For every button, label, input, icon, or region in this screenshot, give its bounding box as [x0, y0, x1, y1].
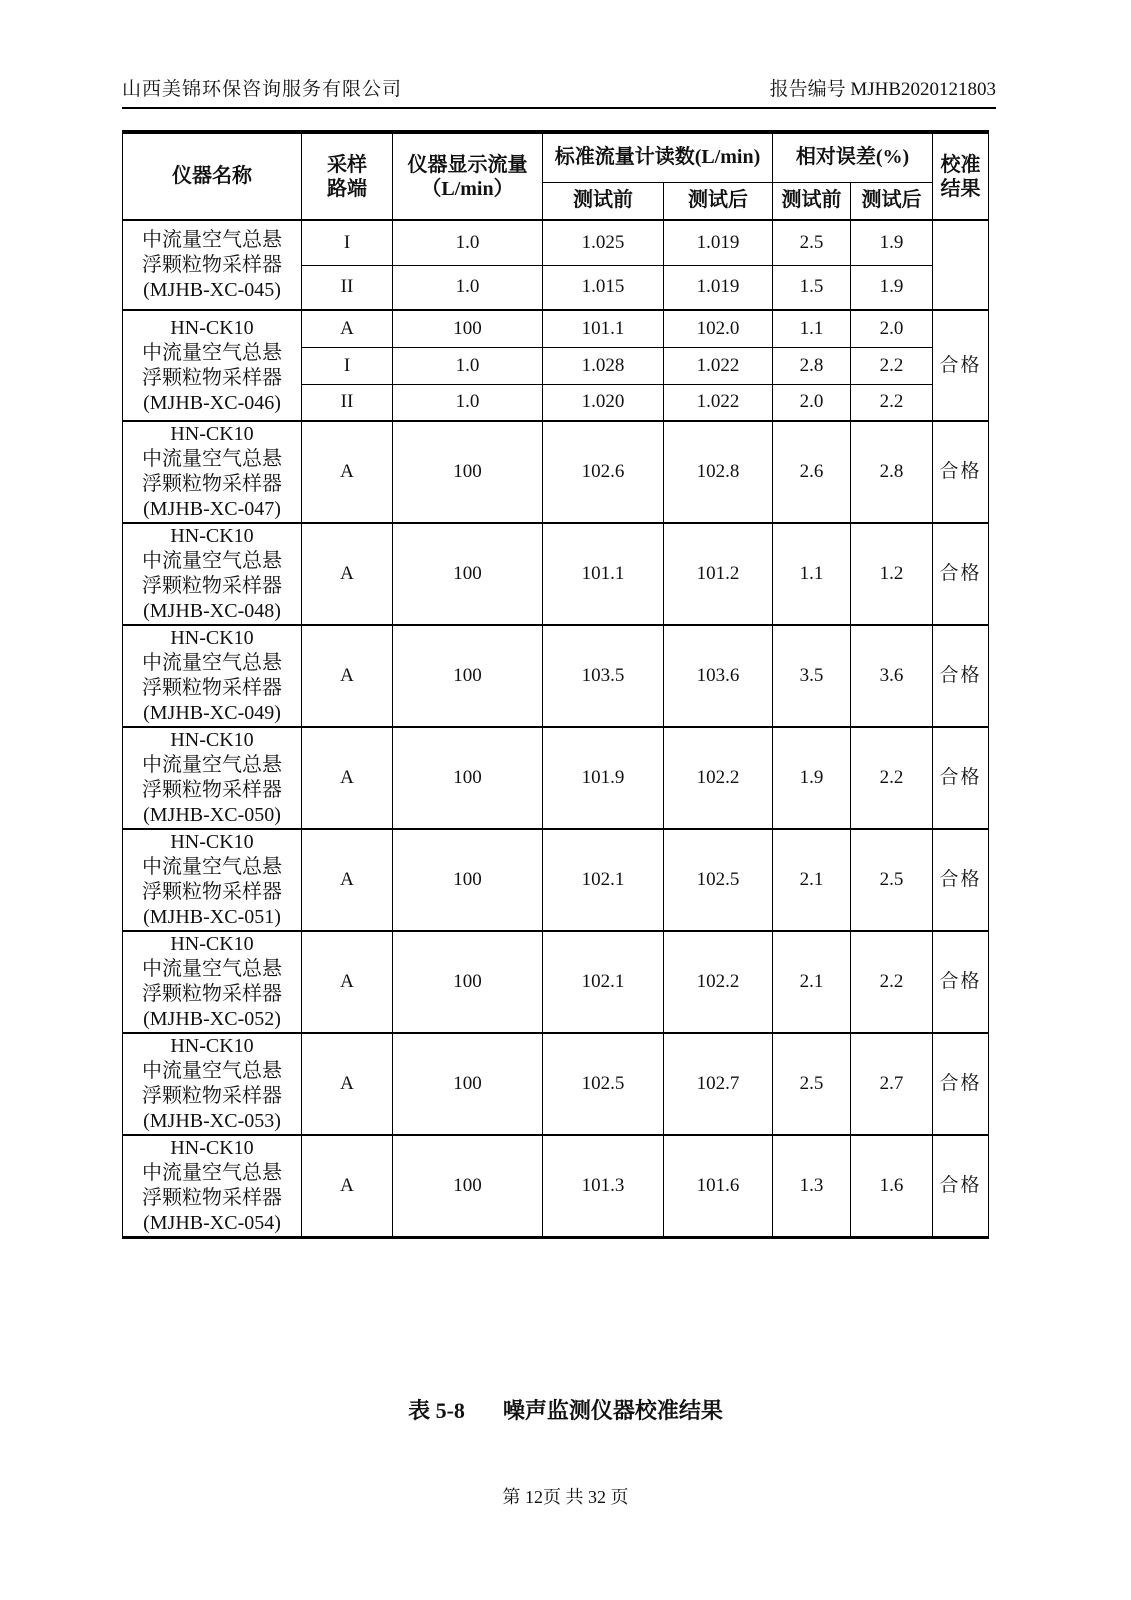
sampling-port-cell: A — [302, 523, 393, 625]
sampling-port-cell: A — [302, 421, 393, 523]
calibration-result-cell: 合格 — [933, 625, 989, 727]
instrument-name-line: (MJHB-XC-045) — [143, 278, 281, 301]
std-reading-after-cell: 1.019 — [664, 265, 773, 310]
display-flow-cell: 100 — [393, 1135, 543, 1238]
col-header-result — [933, 132, 989, 220]
company-name: 山西美锦环保咨询服务有限公司 — [122, 79, 403, 100]
header-line: 校准 — [940, 153, 981, 176]
display-flow-cell: 100 — [393, 310, 543, 347]
rel-error-before-cell: 1.5 — [773, 265, 851, 310]
std-reading-before-cell: 103.5 — [543, 625, 664, 727]
rel-error-before-cell: 1.3 — [773, 1135, 851, 1238]
table-row — [123, 421, 989, 523]
std-reading-after-cell: 102.7 — [664, 1033, 773, 1135]
rel-error-after-cell: 1.9 — [851, 265, 933, 310]
header-line: 路端 — [327, 177, 367, 200]
instrument-name-line: (MJHB-XC-046) — [143, 391, 281, 414]
instrument-name-line: 中流量空气总悬 — [142, 448, 282, 470]
std-reading-after-cell: 102.2 — [664, 727, 773, 829]
instrument-name-cell — [123, 1135, 302, 1238]
sampling-port-cell: II — [302, 384, 393, 421]
col-header-instrument-name: 仪器名称 — [123, 132, 302, 220]
sampling-port-cell: A — [302, 1135, 393, 1238]
instrument-name-line: (MJHB-XC-048) — [143, 600, 281, 622]
col-header-display-flow — [393, 132, 543, 220]
instrument-name-line: 浮颗粒物采样器 — [142, 1187, 282, 1209]
page-number: 第 12页 共 32 页 — [502, 1487, 629, 1507]
table-caption — [0, 1394, 1131, 1425]
std-reading-before-cell: 102.6 — [543, 421, 664, 523]
header-line: （L/min） — [421, 177, 514, 200]
rel-error-after-cell: 2.2 — [851, 347, 933, 384]
report-number: 报告编号 MJHB2020121803 — [769, 79, 996, 100]
sampling-port-cell: A — [302, 1033, 393, 1135]
table-row — [123, 727, 989, 829]
instrument-name-cell — [123, 421, 302, 523]
instrument-name-line: 浮颗粒物采样器 — [142, 366, 282, 389]
rel-error-before-cell: 2.1 — [773, 829, 851, 931]
calibration-result-cell: 合格 — [933, 421, 989, 523]
calibration-result-cell: 合格 — [933, 1033, 989, 1135]
calibration-result-cell — [933, 220, 989, 310]
instrument-name-line: HN-CK10 — [170, 831, 254, 853]
display-flow-cell: 1.0 — [393, 220, 543, 265]
instrument-name-line: 浮颗粒物采样器 — [142, 677, 282, 699]
std-reading-before-cell: 101.1 — [543, 310, 664, 347]
display-flow-cell: 1.0 — [393, 384, 543, 421]
instrument-name-cell — [123, 310, 302, 421]
col-header-std-after: 测试后 — [664, 182, 773, 220]
sampling-port-cell: I — [302, 220, 393, 265]
display-flow-cell: 100 — [393, 931, 543, 1033]
rel-error-before-cell: 1.1 — [773, 310, 851, 347]
col-header-std-before: 测试前 — [543, 182, 664, 220]
table-row — [123, 310, 989, 347]
std-reading-before-cell: 101.1 — [543, 523, 664, 625]
display-flow-cell: 100 — [393, 829, 543, 931]
display-flow-cell: 1.0 — [393, 265, 543, 310]
table-row — [123, 931, 989, 1033]
display-flow-cell: 100 — [393, 523, 543, 625]
instrument-name-line: 中流量空气总悬 — [142, 228, 282, 251]
rel-error-after-cell: 2.2 — [851, 727, 933, 829]
rel-error-before-cell: 2.1 — [773, 931, 851, 1033]
instrument-name-cell — [123, 625, 302, 727]
table-row — [123, 1033, 989, 1135]
instrument-name-line: 浮颗粒物采样器 — [142, 779, 282, 801]
instrument-name-line: 中流量空气总悬 — [142, 856, 282, 878]
calibration-result-cell: 合格 — [933, 310, 989, 421]
calibration-table — [122, 130, 989, 1239]
rel-error-before-cell: 1.1 — [773, 523, 851, 625]
rel-error-before-cell: 3.5 — [773, 625, 851, 727]
instrument-name-line: 浮颗粒物采样器 — [142, 1085, 282, 1107]
instrument-name-line: (MJHB-XC-047) — [143, 498, 281, 520]
header-line: 采样 — [327, 153, 367, 176]
sampling-port-cell: A — [302, 727, 393, 829]
instrument-name-line: 中流量空气总悬 — [142, 1162, 282, 1184]
std-reading-before-cell: 1.015 — [543, 265, 664, 310]
instrument-name-line: 中流量空气总悬 — [142, 652, 282, 674]
std-reading-after-cell: 1.022 — [664, 347, 773, 384]
rel-error-before-cell: 1.9 — [773, 727, 851, 829]
instrument-name-line: 浮颗粒物采样器 — [142, 575, 282, 597]
instrument-name-line: HN-CK10 — [170, 729, 254, 751]
std-reading-before-cell: 102.1 — [543, 931, 664, 1033]
sampling-port-cell: A — [302, 625, 393, 727]
instrument-name-line: HN-CK10 — [170, 423, 254, 445]
rel-error-after-cell: 3.6 — [851, 625, 933, 727]
std-reading-after-cell: 103.6 — [664, 625, 773, 727]
table-row — [123, 1135, 989, 1238]
rel-error-after-cell: 1.2 — [851, 523, 933, 625]
instrument-name-line: 浮颗粒物采样器 — [142, 983, 282, 1005]
instrument-name-line: (MJHB-XC-052) — [143, 1008, 281, 1030]
rel-error-before-cell: 2.6 — [773, 421, 851, 523]
std-reading-after-cell: 1.022 — [664, 384, 773, 421]
col-header-std-reading: 标准流量计读数(L/min) — [543, 132, 773, 182]
std-reading-before-cell: 101.9 — [543, 727, 664, 829]
calibration-result-cell: 合格 — [933, 727, 989, 829]
display-flow-cell: 100 — [393, 421, 543, 523]
calibration-table-body — [123, 220, 989, 1238]
sampling-port-cell: I — [302, 347, 393, 384]
rel-error-after-cell: 2.8 — [851, 421, 933, 523]
rel-error-after-cell: 2.0 — [851, 310, 933, 347]
rel-error-after-cell: 1.6 — [851, 1135, 933, 1238]
display-flow-cell: 1.0 — [393, 347, 543, 384]
std-reading-after-cell: 102.2 — [664, 931, 773, 1033]
col-header-rel-error: 相对误差(%) — [773, 132, 933, 182]
instrument-name-line: 浮颗粒物采样器 — [142, 881, 282, 903]
display-flow-cell: 100 — [393, 727, 543, 829]
rel-error-after-cell: 2.2 — [851, 384, 933, 421]
instrument-name-line: HN-CK10 — [170, 1137, 254, 1159]
instrument-name-line: 中流量空气总悬 — [142, 550, 282, 572]
instrument-name-line: 浮颗粒物采样器 — [142, 253, 282, 276]
col-header-err-after: 测试后 — [851, 182, 933, 220]
calibration-result-cell: 合格 — [933, 523, 989, 625]
std-reading-before-cell: 1.020 — [543, 384, 664, 421]
instrument-name-line: HN-CK10 — [170, 525, 254, 547]
sampling-port-cell: A — [302, 829, 393, 931]
std-reading-after-cell: 102.5 — [664, 829, 773, 931]
std-reading-before-cell: 102.5 — [543, 1033, 664, 1135]
instrument-name-line: (MJHB-XC-051) — [143, 906, 281, 928]
instrument-name-cell — [123, 829, 302, 931]
std-reading-before-cell: 1.025 — [543, 220, 664, 265]
std-reading-before-cell: 1.028 — [543, 347, 664, 384]
rel-error-before-cell: 2.5 — [773, 220, 851, 265]
header-line: 结果 — [940, 177, 981, 200]
col-header-sampling-port — [302, 132, 393, 220]
std-reading-after-cell: 101.6 — [664, 1135, 773, 1238]
sampling-port-cell: A — [302, 931, 393, 1033]
table-header-row-1 — [123, 132, 989, 182]
instrument-name-cell — [123, 1033, 302, 1135]
col-header-err-before: 测试前 — [773, 182, 851, 220]
instrument-name-line: HN-CK10 — [170, 1035, 254, 1057]
instrument-name-cell — [123, 931, 302, 1033]
table-row — [123, 523, 989, 625]
instrument-name-line: (MJHB-XC-050) — [143, 804, 281, 826]
table-row — [123, 829, 989, 931]
std-reading-after-cell: 102.8 — [664, 421, 773, 523]
rel-error-before-cell: 2.0 — [773, 384, 851, 421]
caption-label: 表 5-8 — [408, 1398, 465, 1423]
rel-error-after-cell: 2.2 — [851, 931, 933, 1033]
instrument-name-line: (MJHB-XC-049) — [143, 702, 281, 724]
instrument-name-line: 中流量空气总悬 — [142, 958, 282, 980]
table-row — [123, 220, 989, 265]
rel-error-before-cell: 2.5 — [773, 1033, 851, 1135]
instrument-name-line: (MJHB-XC-054) — [143, 1212, 281, 1234]
instrument-name-line: 浮颗粒物采样器 — [142, 473, 282, 495]
std-reading-before-cell: 101.3 — [543, 1135, 664, 1238]
rel-error-after-cell: 2.5 — [851, 829, 933, 931]
instrument-name-cell — [123, 220, 302, 310]
calibration-result-cell: 合格 — [933, 1135, 989, 1238]
instrument-name-line: HN-CK10 — [170, 316, 254, 339]
instrument-name-line: HN-CK10 — [170, 933, 254, 955]
instrument-name-cell — [123, 523, 302, 625]
std-reading-after-cell: 101.2 — [664, 523, 773, 625]
instrument-name-cell — [123, 727, 302, 829]
rel-error-before-cell: 2.8 — [773, 347, 851, 384]
instrument-name-line: 中流量空气总悬 — [142, 341, 282, 364]
display-flow-cell: 100 — [393, 625, 543, 727]
sampling-port-cell: II — [302, 265, 393, 310]
instrument-name-line: 中流量空气总悬 — [142, 754, 282, 776]
header-line: 仪器显示流量 — [407, 153, 528, 176]
std-reading-after-cell: 1.019 — [664, 220, 773, 265]
document-header — [122, 0, 996, 109]
table-row — [123, 625, 989, 727]
std-reading-before-cell: 102.1 — [543, 829, 664, 931]
calibration-result-cell: 合格 — [933, 829, 989, 931]
instrument-name-line: 中流量空气总悬 — [142, 1060, 282, 1082]
std-reading-after-cell: 102.0 — [664, 310, 773, 347]
instrument-name-line: (MJHB-XC-053) — [143, 1110, 281, 1132]
instrument-name-line: HN-CK10 — [170, 627, 254, 649]
rel-error-after-cell: 1.9 — [851, 220, 933, 265]
sampling-port-cell: A — [302, 310, 393, 347]
display-flow-cell: 100 — [393, 1033, 543, 1135]
rel-error-after-cell: 2.7 — [851, 1033, 933, 1135]
calibration-result-cell: 合格 — [933, 931, 989, 1033]
caption-title: 噪声监测仪器校准结果 — [502, 1398, 723, 1423]
